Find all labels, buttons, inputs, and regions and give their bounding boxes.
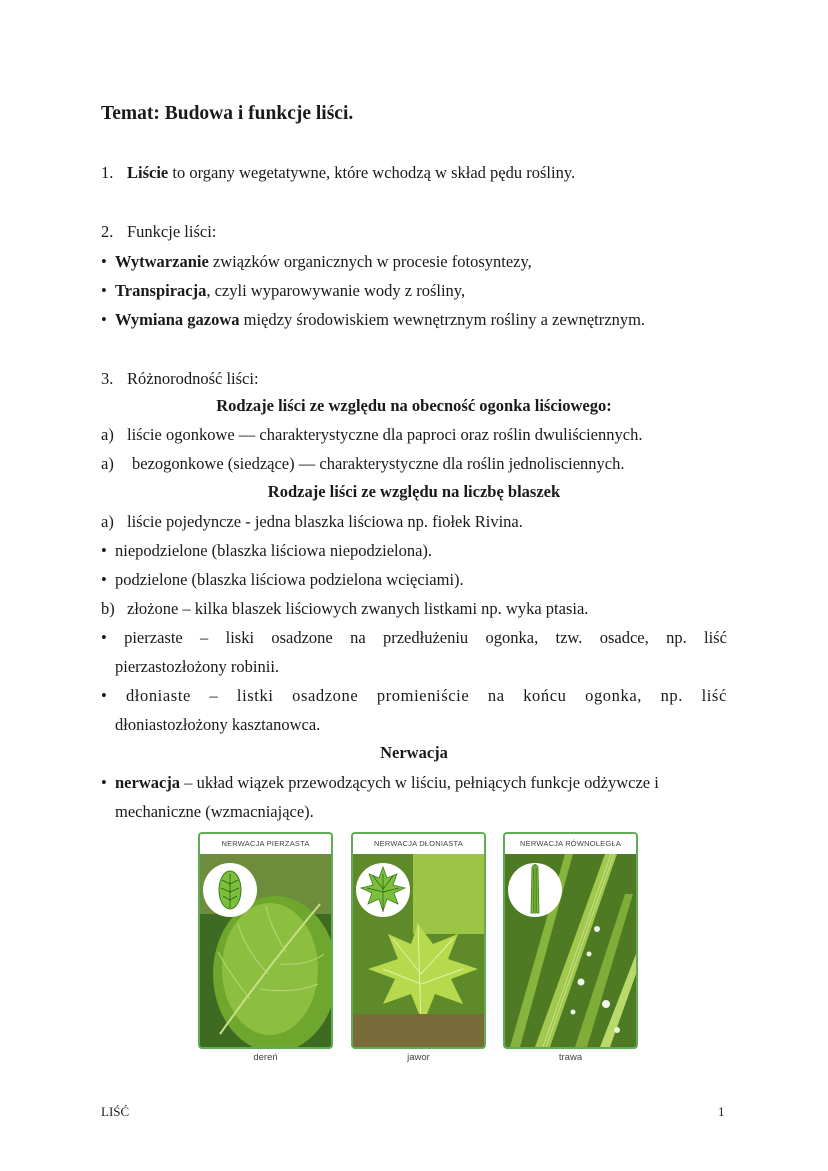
word: na bbox=[487, 686, 505, 705]
word: – bbox=[209, 686, 219, 705]
grass-blade-photo bbox=[505, 834, 636, 1047]
figure-caption: dereń bbox=[253, 1052, 278, 1063]
word: – bbox=[200, 628, 209, 647]
list-item-text: liście ogonkowe — charakterystyczne dla paproci oraz roślin dwuliściennych. bbox=[127, 425, 643, 444]
figure-card-header: NERWACJA RÓWNOLEGŁA bbox=[505, 834, 636, 854]
figure-caption: jawor bbox=[407, 1052, 430, 1063]
list-item: • Transpiracja, czyli wyparowywanie wody z rośliny, bbox=[101, 281, 466, 300]
term-bold: Wytwarzanie bbox=[115, 252, 209, 271]
bullet: • bbox=[101, 686, 108, 705]
term-liscie: Liście bbox=[127, 163, 169, 182]
section-1 bbox=[101, 162, 575, 184]
subheading-ogonek: Rodzaje liści ze względu na obecność ogonka liściowego: bbox=[216, 396, 612, 415]
section-1-text: to organy wegetatywne, które wchodzą w skład pędu rośliny. bbox=[168, 163, 576, 182]
page-number: 1 bbox=[718, 1104, 725, 1119]
dogwood-leaf-photo bbox=[200, 834, 331, 1047]
figure-caption: trawa bbox=[558, 1052, 583, 1063]
page-title: Temat: Budowa i funkcje liści. bbox=[101, 103, 354, 124]
list-item-text: bezogonkowe (siedzące) — charakterystyczne dla roślin jednolisciennych. bbox=[132, 454, 625, 473]
section-3-heading bbox=[101, 368, 259, 390]
list-item-text: – układ wiązek przewodzących w liściu, pełniących funkcje odżywcze i bbox=[180, 773, 659, 792]
word: osadce, bbox=[599, 628, 649, 647]
word: osadzone bbox=[271, 628, 333, 647]
list-item-text: niepodzielone (blaszka liściowa niepodzielona). bbox=[115, 541, 433, 560]
word: liść bbox=[704, 628, 727, 647]
list-item-text: związków organicznych w procesie fotosyntezy, bbox=[208, 252, 532, 271]
list-label: a) bbox=[101, 425, 114, 444]
section-1-number: 1. bbox=[101, 163, 114, 182]
word: osadzone bbox=[292, 686, 359, 705]
list-label: a) bbox=[101, 454, 114, 473]
subheading-blaszki: Rodzaje liści ze względu na liczbę blaszek bbox=[267, 482, 561, 501]
figure-card-header: NERWACJA PIERZASTA bbox=[200, 834, 331, 854]
list-item bbox=[101, 598, 588, 620]
list-item-continuation: dłoniastozłożony kasztanowca. bbox=[115, 715, 321, 734]
list-label: b) bbox=[101, 599, 115, 618]
word: np. bbox=[660, 686, 683, 705]
word: końcu bbox=[523, 686, 567, 705]
figure-card-header: NERWACJA DŁONIASTA bbox=[353, 834, 484, 854]
list-item-text: złożone – kilka blaszek liściowych zwanych listkami np. wyka ptasia. bbox=[127, 599, 589, 618]
word: ogonka, bbox=[485, 628, 539, 647]
section-2-heading bbox=[101, 221, 216, 243]
section-3-title: Różnorodność liści: bbox=[127, 369, 259, 388]
word: tzw. bbox=[555, 628, 583, 647]
word: na bbox=[350, 628, 366, 647]
list-item-text: podzielone (blaszka liściowa podzielona wcięciami). bbox=[115, 570, 464, 589]
list-item-text: liście pojedyncze - jedna blaszka liściowa np. fiołek Rivina. bbox=[127, 512, 523, 531]
list-item-continuation: mechaniczne (wzmacniające). bbox=[115, 802, 314, 821]
figure-card-rownolegla bbox=[503, 832, 638, 1049]
figure-card-dloniasta bbox=[351, 832, 486, 1049]
list-item: • Wymiana gazowa między środowiskiem wewnętrznym rośliny a zewnętrznym. bbox=[101, 310, 646, 329]
list-item-nerwacja: • nerwacja – układ wiązek przewodzących w liściu, pełniących funkcje odżywcze i bbox=[101, 773, 659, 792]
term-bold: nerwacja bbox=[115, 773, 181, 792]
section-3-number: 3. bbox=[101, 369, 114, 388]
word: promieniście bbox=[376, 686, 470, 705]
word: ogonka, bbox=[585, 686, 642, 705]
word: listki bbox=[236, 686, 274, 705]
term-bold: Transpiracja bbox=[115, 281, 207, 300]
list-item-dloniaste bbox=[101, 685, 727, 736]
word: dłoniaste bbox=[125, 686, 191, 705]
list-item bbox=[101, 511, 523, 533]
list-item-text: między środowiskiem wewnętrznym rośliny a zewnętrznym. bbox=[239, 310, 646, 329]
list-item bbox=[101, 424, 642, 446]
footer-label: LIŚĆ bbox=[101, 1104, 130, 1119]
list-item-text: , czyli wyparowywanie wody z rośliny, bbox=[206, 281, 466, 300]
list-item-pierzaste bbox=[101, 627, 727, 678]
list-item-continuation: pierzastozłożony robinii. bbox=[115, 657, 280, 676]
maple-leaf-photo bbox=[353, 834, 484, 1047]
figure-card-pierzasta bbox=[198, 832, 333, 1049]
word: pierzaste bbox=[124, 628, 183, 647]
word: liść bbox=[701, 686, 727, 705]
list-item: • niepodzielone (blaszka liściowa niepodzielona). bbox=[101, 541, 433, 560]
list-item: • podzielone (blaszka liściowa podzielona wcięciami). bbox=[101, 570, 464, 589]
subheading-nerwacja: Nerwacja bbox=[380, 743, 448, 762]
word: np. bbox=[666, 628, 687, 647]
section-2-title: Funkcje liści: bbox=[127, 222, 217, 241]
term-bold: Wymiana gazowa bbox=[115, 310, 240, 329]
list-label: a) bbox=[101, 512, 114, 531]
list-item: • Wytwarzanie związków organicznych w procesie fotosyntezy, bbox=[101, 252, 532, 271]
section-2-number: 2. bbox=[101, 222, 114, 241]
list-item bbox=[101, 453, 625, 475]
word: przedłużeniu bbox=[382, 628, 469, 647]
word: liski bbox=[225, 628, 255, 647]
bullet: • bbox=[101, 628, 107, 647]
